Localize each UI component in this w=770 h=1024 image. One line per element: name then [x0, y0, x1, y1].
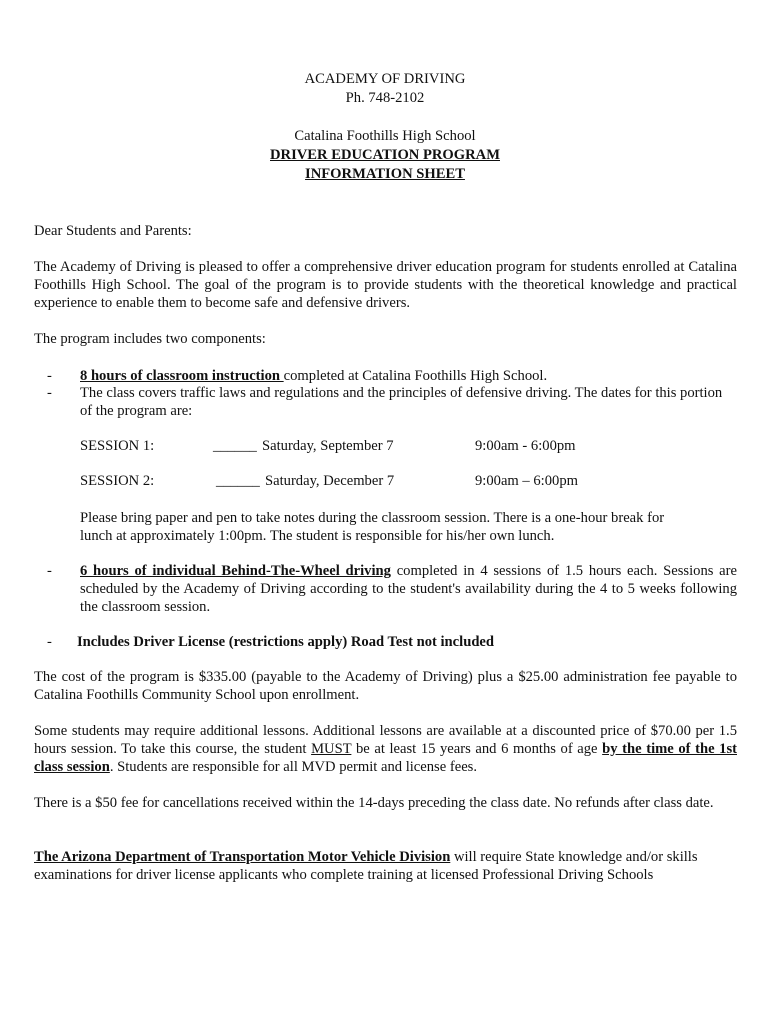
cancellation-paragraph: There is a $50 fee for cancellations received within the 14-days preceding the class date. No refunds after class date.	[34, 795, 714, 811]
greeting: Dear Students and Parents:	[34, 223, 192, 239]
adot-emphasis: The Arizona Department of Transportation Motor Vehicle Division	[34, 849, 451, 865]
cost-paragraph: The cost of the program is $335.00 (payable to the Academy of Driving) plus a $25.00 administration fee payable to Catalina Foothills Community School upon enrollment.	[34, 669, 737, 703]
additional-lessons-paragraph	[34, 722, 737, 776]
adot-paragraph	[34, 848, 737, 884]
session-label: SESSION 2:	[80, 473, 155, 489]
session-label: SESSION 1:	[80, 438, 155, 454]
bullet-dash: -	[47, 385, 52, 401]
session-time: 9:00am – 6:00pm	[475, 473, 578, 489]
classroom-item	[80, 367, 737, 385]
session-blank: ______	[216, 473, 260, 489]
org-phone: Ph. 748-2102	[345, 90, 425, 106]
classroom-rest: completed at Catalina Foothills High School.	[283, 368, 548, 384]
classroom-description: The class covers traffic laws and regulations and the principles of defensive driving. The dates for this portion of the program are:	[80, 385, 723, 419]
components-intro: The program includes two components:	[34, 331, 266, 347]
sheet-title-text: INFORMATION SHEET	[305, 166, 465, 182]
session-date: Saturday, December 7	[265, 473, 395, 489]
adot-rest: will require State knowledge and/or skills examinations for driver license applicants who complete training at licensed Professional Driving Schools	[34, 849, 698, 883]
bring-note: Please bring paper and pen to take notes during the classroom session. There is a one-hour break for lunch at approximately 1:00pm. The student is responsible for his/her own lunch.	[80, 510, 665, 544]
school-name: Catalina Foothills High School	[294, 128, 476, 144]
additional-text: be at least 15 years and 6 months of age	[351, 741, 603, 757]
age-deadline-emphasis: by the time of the 1st class session	[34, 741, 737, 775]
driving-rest: completed in 4 sessions of 1.5 hours each. Sessions are scheduled by the Academy of Driving according to the student's availability during the 4 to 5 weeks following the classroom session.	[80, 563, 737, 615]
additional-text: Some students may require additional lessons. Additional lessons are available at a discounted price of $70.00 per 1.5 hours session. To take this course, the student	[34, 723, 737, 757]
session-date: Saturday, September 7	[262, 438, 394, 454]
session-blank: ______	[213, 438, 257, 454]
license-note: Includes Driver License (restrictions apply) Road Test not included	[77, 634, 495, 650]
bullet-dash: -	[47, 634, 52, 650]
program-title-text: DRIVER EDUCATION PROGRAM	[270, 147, 500, 163]
bullet-dash: -	[47, 368, 52, 384]
sheet-title	[0, 165, 770, 183]
must-emphasis: MUST	[311, 741, 352, 757]
additional-text: . Students are responsible for all MVD permit and license fees.	[109, 759, 478, 775]
driving-item	[80, 562, 737, 616]
org-name: ACADEMY OF DRIVING	[304, 71, 466, 87]
intro-paragraph: The Academy of Driving is pleased to offer a comprehensive driver education program for students enrolled at Catalina Foothills High School. The goal of the program is to provide students with the theoretical knowledge and practical experience to enable them to become safe and defensive drivers.	[34, 259, 737, 311]
classroom-emphasis: 8 hours of classroom instruction	[80, 368, 284, 384]
bullet-dash: -	[47, 563, 52, 579]
session-time: 9:00am - 6:00pm	[475, 438, 576, 454]
driving-emphasis: 6 hours of individual Behind-The-Wheel driving	[80, 563, 391, 579]
program-title	[0, 146, 770, 164]
